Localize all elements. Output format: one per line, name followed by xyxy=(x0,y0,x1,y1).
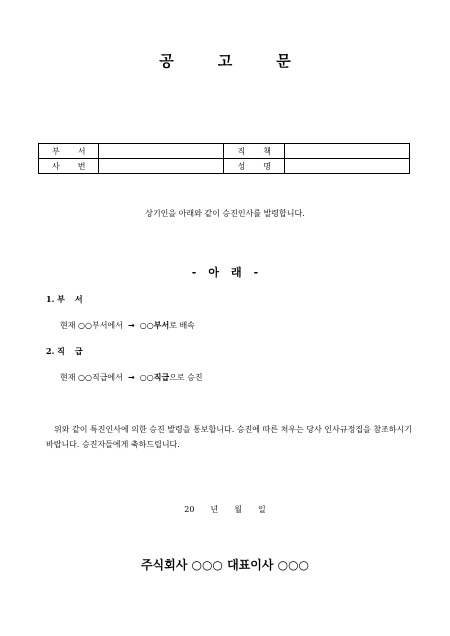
title-char: 고 xyxy=(217,52,233,70)
section-2-line: 현재 ○○직급에서 → ○○직급으로 승진 xyxy=(60,373,203,382)
value-name[interactable] xyxy=(284,159,409,174)
value-position[interactable] xyxy=(284,144,409,159)
label-position: 직 책 xyxy=(224,144,284,159)
ahrae-heading: - 아 래 - xyxy=(191,266,259,279)
value-department[interactable] xyxy=(99,144,224,159)
company-signature: 주식회사 ○○○ 대표이사 ○○○ xyxy=(140,558,310,572)
section-1-heading: 1. 부 서 xyxy=(46,294,83,304)
info-row-employee xyxy=(39,159,410,174)
title-char: 공 xyxy=(159,52,174,70)
info-row-department xyxy=(39,144,410,159)
intro-text: 상기인을 아래와 같이 승진인사를 발령합니다. xyxy=(145,209,305,218)
date-line: 20 년 월 일 xyxy=(184,505,266,514)
value-employee-number[interactable] xyxy=(99,159,224,174)
section-2-heading: 2. 직 급 xyxy=(46,346,83,356)
label-name: 성 명 xyxy=(224,159,284,174)
info-table xyxy=(38,143,410,174)
title-char: 문 xyxy=(276,52,291,70)
section-1-line: 현재 ○○부서에서 → ○○부서로 배속 xyxy=(60,321,195,330)
label-employee-number: 사 번 xyxy=(39,159,99,174)
body-paragraph: 위와 같이 특진인사에 의한 승진 발령을 통보합니다. 승진에 따른 처우는 당사 인사규정집을 참조하시기 바랍니다. 승진자들에게 축하드립니다. xyxy=(46,425,412,449)
label-department: 부 서 xyxy=(39,144,99,159)
document-title xyxy=(0,50,450,71)
